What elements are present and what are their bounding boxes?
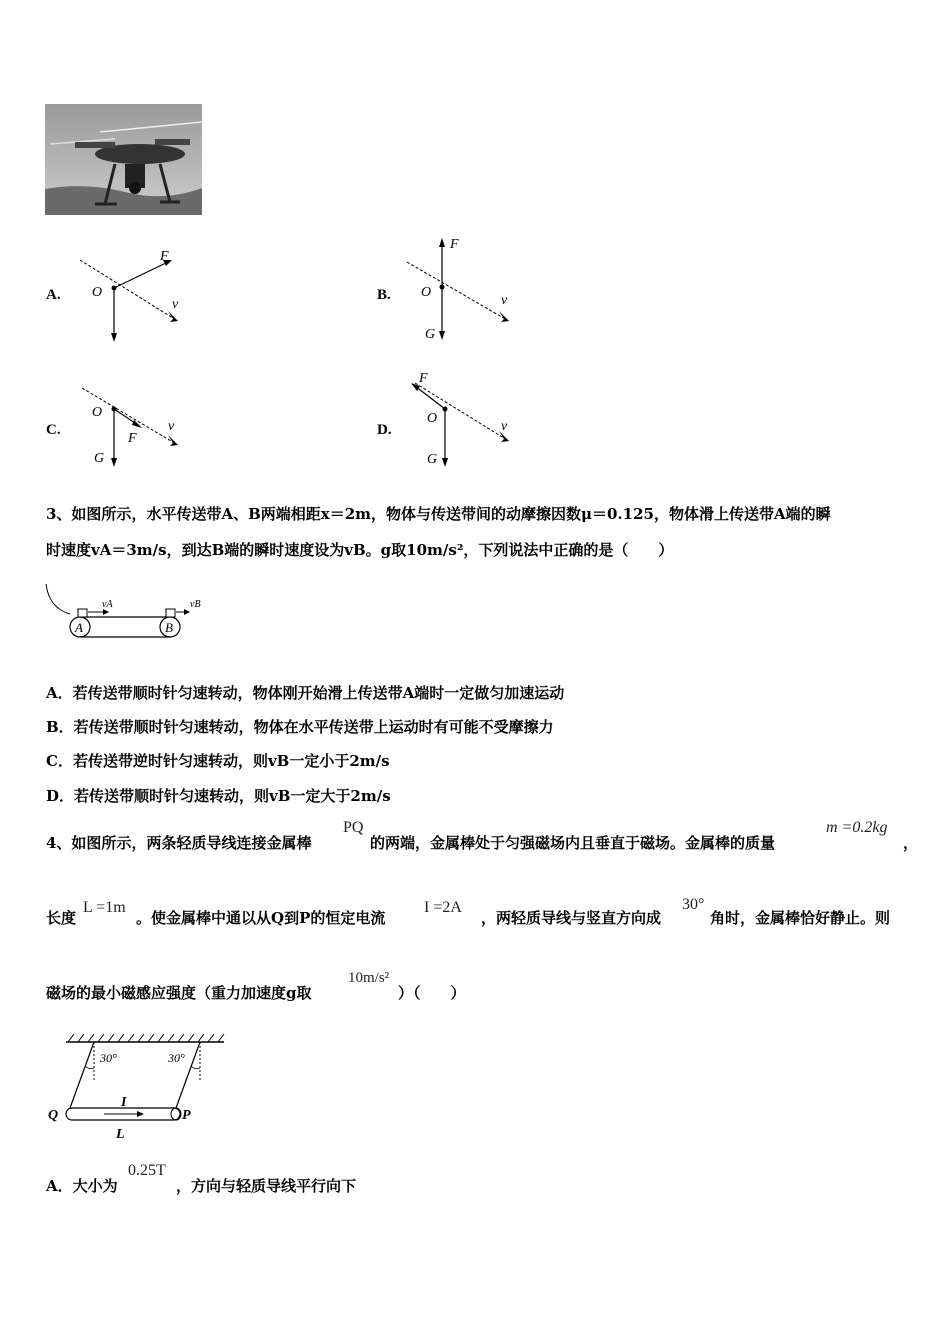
option-d-G: G — [427, 452, 438, 467]
q4-line1-c: ， — [903, 834, 919, 852]
q4-length: L =1m — [83, 899, 126, 916]
q3-fig-A: A — [75, 620, 83, 635]
option-c-label: C. — [46, 422, 61, 438]
option-b-O: O — [421, 285, 432, 300]
q4-fig-P: P — [182, 1108, 191, 1123]
q4-line2-c: ，两轻质导线与竖直方向成 — [481, 909, 662, 927]
option-a-F: F — [160, 249, 169, 264]
option-c-O: O — [92, 405, 103, 420]
option-c-diagram — [80, 378, 200, 470]
q4-mass: m =0.2kg — [826, 819, 888, 836]
q4-option-a-prefix: A．大小为 — [46, 1177, 118, 1195]
option-b-v: v — [501, 293, 508, 308]
option-d-F: F — [419, 371, 428, 386]
option-b-label: B. — [377, 287, 391, 303]
q4-line1-a: 4、如图所示，两条轻质导线连接金属棒 — [46, 834, 312, 852]
q3-option-d: D．若传送带顺时针匀速转动，则vB一定大于2m/s — [46, 787, 391, 805]
q3-conveyor-figure — [44, 582, 216, 642]
q4-fig-I: I — [121, 1095, 127, 1110]
q3-option-b: B．若传送带顺时针匀速转动，物体在水平传送带上运动时有可能不受摩擦力 — [46, 718, 554, 736]
option-c-F: F — [128, 431, 137, 446]
drone-photo — [45, 104, 202, 215]
option-d-O: O — [427, 411, 438, 426]
option-a-O: O — [92, 285, 103, 300]
option-c-v: v — [168, 419, 175, 434]
q4-line2-a: 长度 — [46, 909, 77, 927]
q3-fig-vB: vB — [190, 599, 201, 610]
q3-fig-vA: vA — [102, 599, 113, 610]
option-b-F: F — [450, 237, 459, 252]
q3-option-c: C．若传送带逆时针匀速转动，则vB一定小于2m/s — [46, 752, 390, 770]
option-a-label: A. — [46, 287, 61, 303]
option-d-diagram — [405, 368, 525, 470]
option-a-diagram — [78, 240, 198, 345]
option-a-v: v — [172, 297, 179, 312]
q4-line3-b: ）（ ） — [398, 984, 466, 1002]
q4-option-a-value: 0.25T — [128, 1162, 166, 1179]
option-d-v: v — [501, 419, 508, 434]
q4-fig-Q: Q — [48, 1108, 59, 1123]
q4-option-a-suffix: ，方向与轻质导线平行向下 — [176, 1177, 357, 1195]
option-b-G: G — [425, 327, 436, 342]
q4-gravity: 10m/s² — [348, 970, 390, 986]
q4-fig-L: L — [116, 1127, 125, 1142]
q3-stem-line2: 时速度vA＝3m/s，到达B端的瞬时速度设为vB。g取10m/s²，下列说法中正确的是（ ） — [46, 541, 674, 559]
q4-line3-a: 磁场的最小磁感应强度（重力加速度g取 — [46, 984, 312, 1002]
q4-line2-d: 角时，金属棒恰好静止。则 — [710, 909, 891, 927]
q3-option-a: A．若传送带顺时针匀速转动，物体刚开始滑上传送带A端时一定做匀加速运动 — [46, 684, 565, 702]
q4-line2-b: 。使金属棒中通以从Q到P的恒定电流 — [136, 909, 386, 927]
q4-angle: 30° — [682, 896, 705, 913]
q4-line1-b: 的两端，金属棒处于匀强磁场内且垂直于磁场。金属棒的质量 — [370, 834, 776, 852]
option-b-diagram — [405, 234, 525, 344]
q4-fig-angle-right: 30° — [168, 1051, 185, 1065]
q3-stem-line1: 3、如图所示，水平传送带A、B两端相距x＝2m，物体与传送带间的动摩擦因数μ＝0.125，物体滑上传送带A端的瞬 — [46, 505, 831, 523]
q3-fig-B: B — [165, 620, 173, 635]
q4-fig-angle-left: 30° — [100, 1051, 117, 1065]
q4-rod-figure — [44, 1030, 229, 1145]
option-c-G: G — [94, 451, 105, 466]
option-d-label: D. — [377, 422, 392, 438]
q4-current: I =2A — [424, 899, 462, 916]
q4-pq: PQ — [343, 819, 364, 836]
